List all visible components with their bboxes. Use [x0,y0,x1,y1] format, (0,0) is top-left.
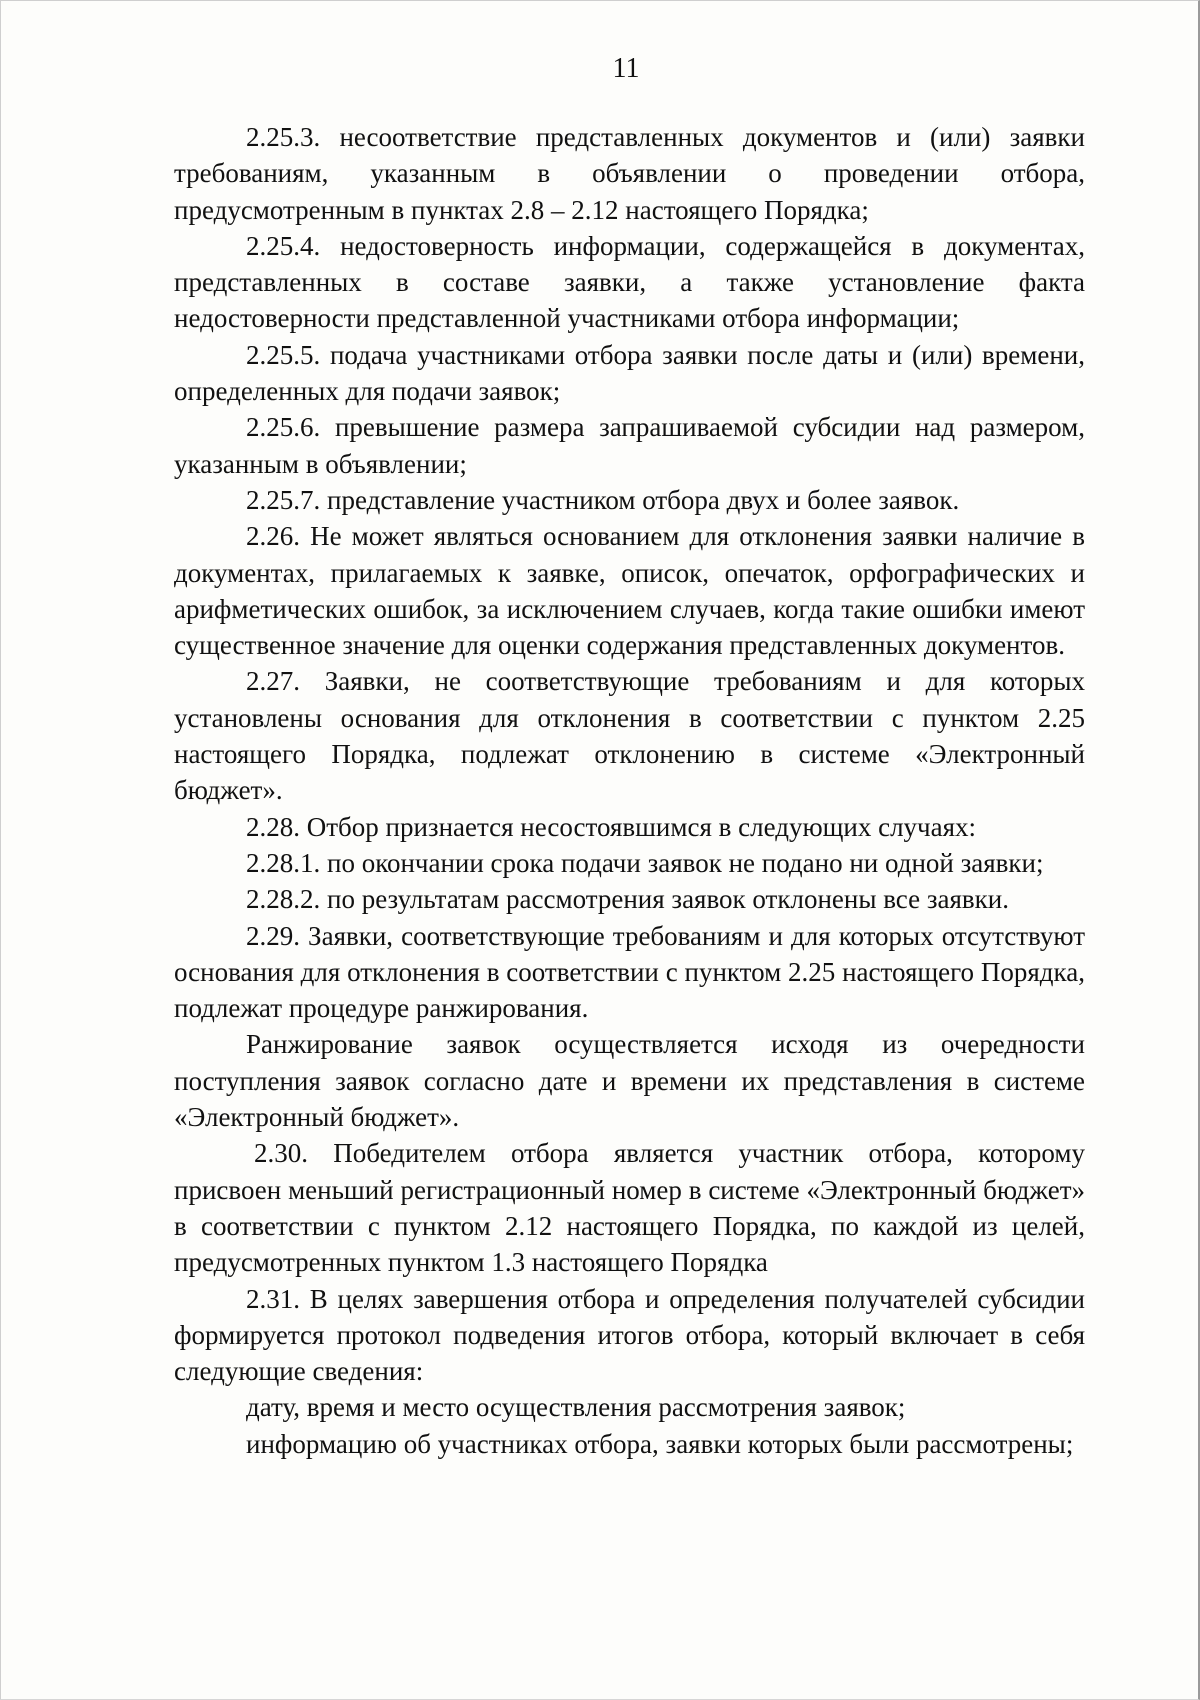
paragraph-2-28-2: 2.28.2. по результатам рассмотрения заявок отклонены все заявки. [246,884,1009,915]
paragraph-ranking: Ранжирование заявок осуществляется исходя из очередности поступления заявок согласно дате и времени их представления в системе «Электронный бюджет». [174,1029,1085,1133]
paragraph-2-25-6: 2.25.6. превышение размера запрашиваемой субсидии над размером, указанным в объявлении; [174,412,1085,479]
paragraph-protocol-item-participants: информацию об участниках отбора, заявки которых были рассмотрены; [246,1428,1074,1459]
paragraph-2-26: 2.26. Не может являться основанием для отклонения заявки наличие в документах, прилагаемых к заявке, описок, опечаток, орфографических и арифметических ошибок, за исключением случаев, когда такие ошибки имеют существенное значение для оценки содержания представленных документов. [174,521,1085,661]
paragraph-2-27: 2.27. Заявки, не соответствующие требованиям и для которых установлены основания для отклонения в соответствии с пунктом 2.25 настоящего Порядка, подлежат отклонению в системе «Электронный бюджет». [174,666,1085,806]
paragraph-protocol-item-date: дату, время и место осуществления рассмотрения заявок; [246,1392,906,1423]
document-body [174,119,1085,1462]
page-number: 11 [612,53,640,84]
paragraph-2-25-4: 2.25.4. недостоверность информации, содержащейся в документах, представленных в составе заявки, а также установление факта недостоверности представленной участниками отбора информации; [174,230,1085,334]
paragraph-2-25-7: 2.25.7. представление участником отбора двух и более заявок. [246,484,960,515]
paragraph-2-28-1: 2.28.1. по окончании срока подачи заявок не подано ни одной заявки; [246,847,1044,878]
paragraph-2-25-5: 2.25.5. подача участниками отбора заявки после даты и (или) времени, определенных для подачи заявок; [174,339,1085,407]
paragraph-2-30: 2.30. Победителем отбора является участник отбора, которому присвоен меньший регистрационный номер в системе «Электронный бюджет» в соответствии с пунктом 2.12 настоящего Порядка, по каждой из целей, предусмотренных пунктом 1.3 настоящего Порядка [174,1138,1085,1278]
paragraph-2-28: 2.28. Отбор признается несостоявшимся в следующих случаях: [246,811,977,842]
paragraph-2-31: 2.31. В целях завершения отбора и определения получателей субсидии формируется протокол подведения итогов отбора, который включает в себя следующие сведения: [174,1283,1085,1387]
paragraph-2-25-3: 2.25.3. несоответствие представленных документов и (или) заявки требованиям, указанным в объявлении о проведении отбора, предусмотренным в пунктах 2.8 – 2.12 настоящего Порядка; [174,122,1085,225]
paragraph-2-29: 2.29. Заявки, соответствующие требованиям и для которых отсутствуют основания для отклонения в соответствии с пунктом 2.25 настоящего Порядка, подлежат процедуре ранжирования. [174,920,1085,1024]
